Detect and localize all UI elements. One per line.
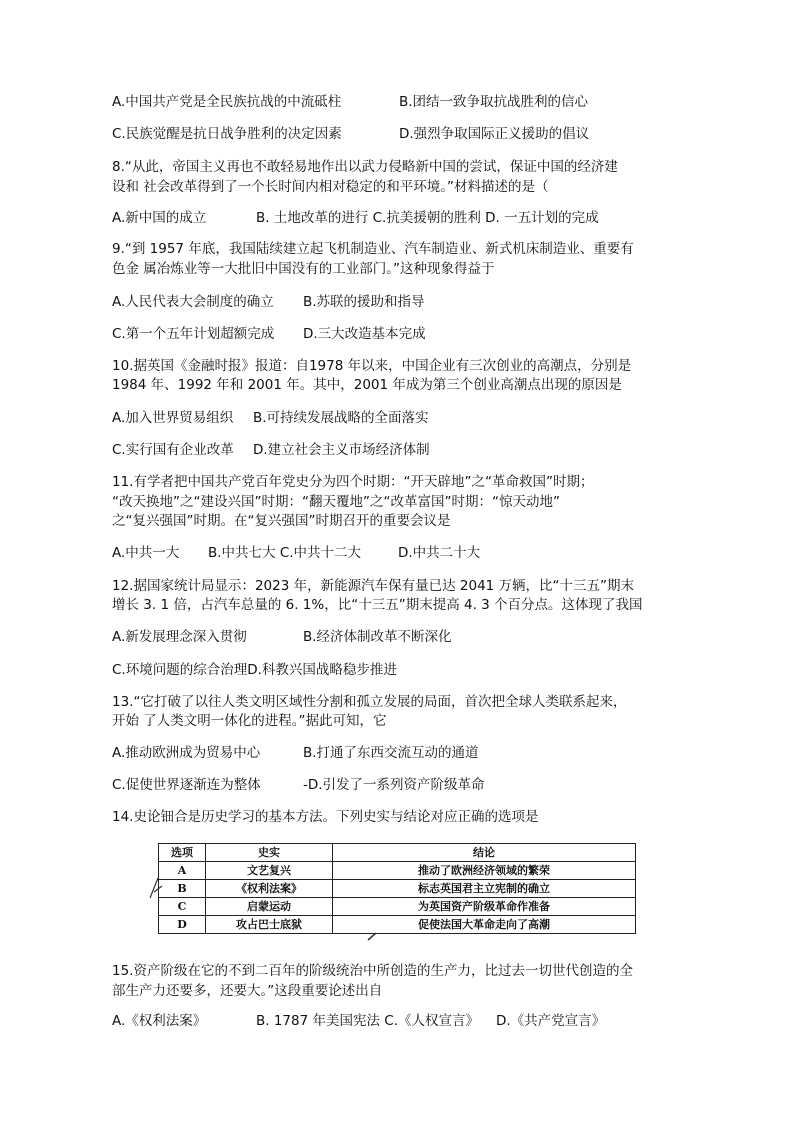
q13-stem-line-1: 13.“它打破了以往人类文明区域性分割和孤立发展的局面，首次把全球人类联系起来， bbox=[112, 694, 627, 710]
pen-mark-scribble bbox=[146, 872, 168, 902]
q15-option-d: D.《共产党宣言》 bbox=[496, 1013, 606, 1029]
pen-mark-tick bbox=[366, 930, 380, 944]
q10-stem-line-2: 1984 年、1992 年和 2001 年。其中，2001 年成为第三个创业高潮点出现的原因是 bbox=[112, 377, 622, 393]
q11-options-bc: B.中共七大 C.中共十二大 bbox=[208, 545, 362, 561]
q7-option-a: A.中国共产党是全民族抗战的中流砥柱 bbox=[112, 94, 342, 110]
q10-option-c: C.实行国有企业改革 bbox=[112, 442, 234, 458]
table-header-row bbox=[159, 844, 636, 862]
q12-stem-line-2: 增长 3. 1 倍，占汽车总量的 6. 1%，比“十三五”期末提高 4. 3 个百分点。这体现了我国 bbox=[112, 597, 643, 613]
q10-option-a: A.加入世界贸易组织 bbox=[112, 410, 234, 426]
q13-option-b: B.打通了东西交流互动的通道 bbox=[303, 745, 479, 761]
table-row bbox=[159, 898, 636, 916]
q12-option-b: B.经济体制改革不断深化 bbox=[303, 629, 452, 645]
q15-option-a: A.《权利法案》 bbox=[112, 1013, 207, 1029]
q9-option-c: C.第一个五年计划超额完成 bbox=[112, 326, 275, 342]
q15-options-bc: B. 1787 年美国宪法 C.《人权宣言》 bbox=[256, 1013, 480, 1029]
table-cell-option: B bbox=[159, 880, 206, 898]
table-cell-fact: 《权利法案》 bbox=[206, 880, 333, 898]
q13-option-c: C.促使世界逐渐连为整体 bbox=[112, 777, 261, 793]
q9-option-a: A.人民代表大会制度的确立 bbox=[112, 294, 274, 310]
q11-option-d: D.中共二十大 bbox=[398, 545, 481, 561]
q8-stem-line-1: 8.“从此，帝国主义再也不敢轻易地作出以武力侵略新中国的尝试，保证中国的经济建 bbox=[112, 159, 618, 175]
table-cell-conclusion: 推动了欧洲经济领域的繁荣 bbox=[333, 862, 636, 880]
q7-option-c: C.民族觉醒是抗日战争胜利的决定因素 bbox=[112, 126, 342, 142]
q12-stem-line-1: 12.据国家统计局显示：2023 年，新能源汽车保有量已达 2041 万辆，比“十三五”期末 bbox=[112, 578, 635, 594]
q10-option-d: D.建立社会主义市场经济体制 bbox=[253, 442, 430, 458]
table-row bbox=[159, 880, 636, 898]
q11-stem-line-2: “改天换地”之“建设兴国”时期：“翻天覆地”之“改革富国”时期：“惊天动地” bbox=[112, 494, 560, 510]
table-cell-fact: 启蒙运动 bbox=[206, 898, 333, 916]
table-cell-option: A bbox=[159, 862, 206, 880]
q7-option-d: D.强烈争取国际正义援助的倡议 bbox=[399, 126, 590, 142]
q11-stem-line-1: 11.有学者把中国共产党百年党史分为四个时期：“开天辟地”之“革命救国”时期； bbox=[112, 474, 594, 490]
q9-option-d: D.三大改造基本完成 bbox=[303, 326, 426, 342]
table-header-option: 选项 bbox=[159, 844, 206, 862]
q7-option-b: B.团结一致争取抗战胜利的信心 bbox=[399, 94, 589, 110]
q11-stem-line-3: 之“复兴强国”时期。在“复兴强国”时期召开的重要会议是 bbox=[112, 513, 451, 529]
q9-option-b: B.苏联的援助和指导 bbox=[303, 294, 425, 310]
q15-stem-line-2: 部生产力还要多，还要大。”这段重要论述出自 bbox=[112, 983, 383, 999]
q13-stem-line-2: 开始 了人类文明一体化的进程。”据此可知，它 bbox=[112, 713, 387, 729]
q8-stem-line-2: 设和 社会改革得到了一个长时间内相对稳定的和平环境。”材料描述的是（ bbox=[112, 179, 549, 195]
table-cell-conclusion: 为英国资产阶级革命作准备 bbox=[333, 898, 636, 916]
table-row bbox=[159, 916, 636, 934]
q9-stem-line-1: 9.“到 1957 年底，我国陆续建立起飞机制造业、汽车制造业、新式机床制造业、重要有 bbox=[112, 241, 634, 257]
q10-option-b: B.可持续发展战略的全面落实 bbox=[253, 410, 429, 426]
table-cell-conclusion: 促使法国大革命走向了高潮 bbox=[333, 916, 636, 934]
table-cell-fact: 攻占巴士底狱 bbox=[206, 916, 333, 934]
q9-stem-line-2: 色金 属冶炼业等一大批旧中国没有的工业部门。”这种现象得益于 bbox=[112, 261, 495, 277]
q15-stem-line-1: 15.资产阶级在它的不到二百年的阶级统治中所创造的生产力，比过去一切世代创造的全 bbox=[112, 963, 633, 979]
table-cell-fact: 文艺复兴 bbox=[206, 862, 333, 880]
table-cell-option: D bbox=[159, 916, 206, 934]
q12-options-cd: C.环境问题的综合治理D.科教兴国战略稳步推进 bbox=[112, 662, 397, 678]
table-header-conclusion: 结论 bbox=[333, 844, 636, 862]
q10-stem-line-1: 10.据英国《金融时报》报道：自1978 年以来，中国企业有三次创业的高潮点，分别是 bbox=[112, 358, 632, 374]
q13-option-d: -D.引发了一系列资产阶级革命 bbox=[303, 777, 485, 793]
q11-option-a: A.中共一大 bbox=[112, 545, 180, 561]
table-cell-option: C bbox=[159, 898, 206, 916]
history-table bbox=[158, 843, 636, 934]
q8-options-bcd: B. 土地改革的进行 C.抗美援朝的胜利 D. 一五计划的完成 bbox=[256, 210, 599, 226]
q8-option-a: A.新中国的成立 bbox=[112, 210, 207, 226]
q13-option-a: A.推动欧洲成为贸易中心 bbox=[112, 745, 261, 761]
table-cell-conclusion: 标志英国君主立宪制的确立 bbox=[333, 880, 636, 898]
q12-option-a: A.新发展理念深入贯彻 bbox=[112, 629, 247, 645]
q14-stem: 14.史论钿合是历史学习的基本方法。下列史实与结论对应正确的选项是 bbox=[112, 809, 539, 825]
table-row bbox=[159, 862, 636, 880]
table-header-fact: 史实 bbox=[206, 844, 333, 862]
